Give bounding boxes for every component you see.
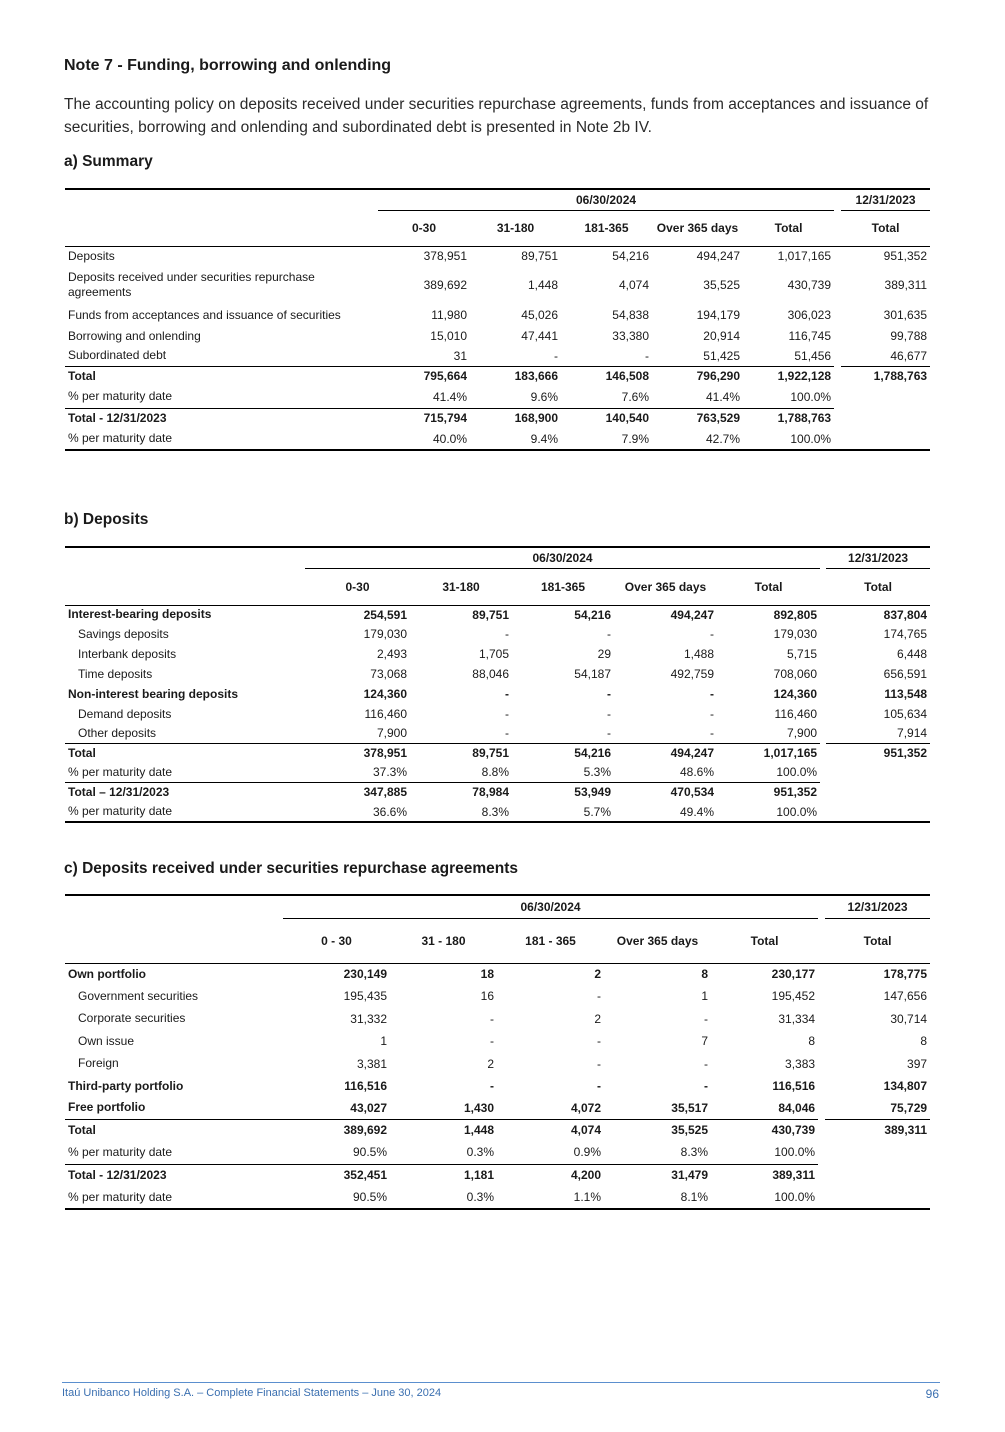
deposits-row (65, 724, 930, 743)
deposits-title: b) Deposits (64, 511, 149, 528)
footer-text: Itaú Unibanco Holding S.A. – Complete Financial Statements – June 30, 2024 (62, 1387, 442, 1399)
repo-row (65, 1052, 930, 1075)
cell-value: 8.3% (410, 802, 512, 822)
cell-value: 389,311 (711, 1164, 818, 1186)
cell-value: 430,739 (711, 1119, 818, 1141)
summary-row (65, 326, 930, 346)
cell-value: 51,456 (794, 348, 832, 363)
deposits-period-current: 06/30/2024 (305, 547, 820, 568)
row-label: % per maturity date (68, 764, 173, 779)
row-label: Interest-bearing deposits (68, 607, 212, 622)
cell-value: - (597, 1056, 601, 1071)
repo-col-header: 0 - 30 (283, 918, 390, 963)
cell-value: 116,516 (344, 1079, 387, 1093)
cell-value-prior (825, 1186, 930, 1209)
row-label: Total (65, 743, 305, 763)
cell-value-prior: 178,775 (883, 967, 928, 982)
repo-col-header: Total (825, 918, 930, 963)
cell-value: 3,381 (356, 1056, 387, 1071)
cell-value: 43,027 (350, 1100, 387, 1115)
cell-value: 5.7% (512, 802, 614, 822)
summary-row (65, 346, 930, 366)
cell-value-prior: 656,591 (883, 667, 928, 681)
cell-value: 89,751 (521, 249, 558, 264)
deposits-row (65, 802, 930, 822)
cell-value: 1,488 (683, 647, 714, 661)
cell-value: 8 (701, 967, 708, 982)
cell-value: 2 (594, 1011, 601, 1026)
repo-col-header: 31 - 180 (390, 918, 497, 963)
cell-value: 4,074 (497, 1119, 604, 1141)
cell-value: 2 (594, 967, 601, 982)
cell-value: 763,529 (652, 408, 743, 428)
cell-value: 140,540 (561, 408, 652, 428)
deposits-col-header: Total (717, 568, 820, 605)
cell-value: - (607, 687, 611, 701)
deposits-row (65, 704, 930, 724)
cell-value: 5.3% (583, 765, 611, 780)
cell-value: - (704, 1056, 708, 1071)
cell-value-prior: 113,548 (884, 687, 928, 701)
summary-row (65, 366, 930, 386)
cell-value: - (490, 1034, 494, 1048)
cell-value: 84,046 (778, 1100, 816, 1115)
cell-value: 100.0% (776, 765, 818, 780)
row-label: Free portfolio (68, 1100, 146, 1115)
deposits-row (65, 782, 930, 802)
repo-title: c) Deposits received under securities repurchase agreements (64, 860, 519, 877)
cell-value: - (645, 348, 649, 363)
cell-value: - (607, 627, 611, 641)
cell-value: 378,951 (423, 249, 467, 264)
cell-value-prior: 134,807 (883, 1079, 928, 1093)
cell-value-prior: 30,714 (890, 1011, 928, 1026)
cell-value: 48.6% (679, 765, 714, 780)
cell-value: 1,430 (463, 1100, 494, 1115)
cell-value-prior (841, 428, 930, 450)
row-label: % per maturity date (68, 389, 173, 404)
cell-value: 100.0% (717, 802, 820, 822)
deposits-col-header: Over 365 days (614, 568, 717, 605)
cell-value: 41.4% (432, 389, 467, 404)
row-label: Other deposits (78, 725, 157, 740)
cell-value: 1,017,165 (717, 743, 820, 763)
row-label: Deposits (68, 248, 115, 263)
cell-value: 195,452 (771, 989, 816, 1003)
cell-value: - (490, 1079, 494, 1093)
cell-value: - (710, 627, 714, 641)
row-label: % per maturity date (68, 1144, 173, 1159)
repo-row (65, 1119, 930, 1141)
cell-value: 8.8% (481, 765, 509, 780)
cell-value: 7.6% (621, 389, 649, 404)
repo-col-header: Total (711, 918, 818, 963)
cell-value: 41.4% (705, 389, 740, 404)
cell-value: - (704, 1079, 708, 1093)
cell-value: 2,493 (376, 647, 407, 661)
cell-value: 9.4% (470, 428, 561, 450)
summary-col-header: Total (743, 210, 834, 246)
cell-value: 54,187 (574, 667, 611, 681)
cell-value: 31,479 (604, 1164, 711, 1186)
cell-value: 8.1% (604, 1186, 711, 1209)
cell-value-prior: 174,765 (883, 627, 928, 641)
cell-value: 430,739 (787, 278, 832, 292)
cell-value-prior: 46,677 (890, 348, 928, 363)
cell-value: 31,332 (350, 1011, 387, 1026)
repo-row (65, 1030, 930, 1052)
cell-value: 951,352 (717, 782, 820, 802)
summary-period-current: 06/30/2024 (378, 189, 834, 210)
cell-value: 89,751 (472, 607, 509, 622)
cell-value: 116,516 (772, 1079, 816, 1093)
cell-value: - (597, 1079, 601, 1093)
deposits-row (65, 664, 930, 684)
cell-value: 90.5% (352, 1145, 387, 1160)
cell-value: 49.4% (614, 802, 717, 822)
cell-value: 40.0% (378, 428, 470, 450)
cell-value: 1 (701, 989, 708, 1003)
row-label: % per maturity date (65, 802, 305, 822)
row-label: Borrowing and onlending (68, 328, 201, 343)
cell-value: 73,068 (370, 667, 407, 681)
row-label: % per maturity date (65, 1186, 283, 1209)
summary-col-header: 181-365 (561, 210, 652, 246)
cell-value: 31 (453, 348, 467, 363)
cell-value: - (505, 627, 509, 641)
summary-table (65, 188, 930, 451)
row-label: % per maturity date (65, 428, 378, 450)
cell-value: 183,666 (470, 366, 561, 386)
repo-period-prior: 12/31/2023 (825, 895, 930, 918)
cell-value: 100.0% (711, 1186, 818, 1209)
cell-value-prior: 147,656 (883, 989, 928, 1003)
cell-value: 389,692 (283, 1119, 390, 1141)
cell-value: - (710, 687, 714, 701)
row-label: Foreign (78, 1056, 119, 1070)
repo-col-header: 181 - 365 (497, 918, 604, 963)
cell-value: 168,900 (470, 408, 561, 428)
summary-col-header: Total (841, 210, 930, 246)
cell-value-prior (841, 386, 930, 408)
cell-value: 194,179 (696, 308, 740, 322)
cell-value: 3,383 (785, 1056, 816, 1071)
cell-value: 378,951 (305, 743, 410, 763)
repo-row (65, 963, 930, 985)
repo-row (65, 1097, 930, 1119)
cell-value: 47,441 (521, 329, 558, 343)
cell-value-prior (826, 782, 930, 802)
row-label: Third-party portfolio (68, 1078, 184, 1093)
cell-value: 9.6% (530, 389, 558, 404)
cell-value: - (704, 1011, 708, 1026)
cell-value-prior: 75,729 (890, 1100, 928, 1115)
cell-value: - (597, 989, 601, 1003)
cell-value: 36.6% (305, 802, 410, 822)
row-label: Total - 12/31/2023 (65, 408, 378, 428)
deposits-row (65, 605, 930, 624)
cell-value-prior: 837,804 (883, 607, 928, 622)
cell-value: 15,010 (430, 329, 467, 343)
cell-value: - (607, 726, 611, 741)
cell-value: 1,922,128 (743, 366, 834, 386)
row-label: Government securities (78, 988, 199, 1003)
cell-value: 116,745 (788, 329, 832, 343)
cell-value: 5,715 (787, 647, 818, 661)
row-label: Funds from acceptances and issuance of securities (68, 307, 341, 322)
summary-period-prior: 12/31/2023 (841, 189, 930, 210)
deposits-row (65, 624, 930, 644)
cell-value-prior: 389,311 (825, 1119, 930, 1141)
deposits-row (65, 743, 930, 763)
cell-value: 11,980 (431, 308, 467, 322)
repo-row (65, 1164, 930, 1186)
cell-value: 54,838 (612, 308, 649, 322)
cell-value: - (554, 348, 558, 363)
cell-value-prior: 951,352 (883, 249, 928, 264)
cell-value: 124,360 (773, 687, 818, 701)
cell-value: 230,149 (343, 967, 387, 982)
deposits-col-header: 31-180 (410, 568, 512, 605)
deposits-row (65, 684, 930, 704)
cell-value: 35,525 (703, 278, 740, 292)
cell-value: - (505, 687, 509, 701)
cell-value: - (597, 1034, 601, 1048)
cell-value: 389,692 (423, 278, 467, 292)
cell-value: 116,460 (364, 707, 407, 721)
summary-row (65, 246, 930, 266)
repo-col-header: Over 365 days (604, 918, 711, 963)
cell-value: - (490, 1011, 494, 1026)
cell-value: 88,046 (472, 667, 509, 681)
cell-value: 124,360 (363, 687, 407, 701)
cell-value: - (710, 707, 714, 721)
cell-value: 1.1% (497, 1186, 604, 1209)
cell-value: 795,664 (378, 366, 470, 386)
deposits-row (65, 644, 930, 664)
cell-value: 1,448 (527, 278, 558, 292)
cell-value: 254,591 (363, 607, 407, 622)
summary-row (65, 386, 930, 408)
row-label: Savings deposits (78, 626, 169, 641)
repo-row (65, 1186, 930, 1209)
cell-value: 0.9% (573, 1145, 601, 1160)
cell-value: 494,247 (670, 607, 714, 622)
cell-value: 8.3% (680, 1145, 708, 1160)
row-label: Time deposits (78, 666, 153, 681)
cell-value: 100.0% (743, 428, 834, 450)
intro-paragraph: The accounting policy on deposits received under securities repurchase agreements, funds from acceptances and issuance of securities, borrowing and onlending and subordinated debt is presented in Note 2b IV. (64, 96, 929, 136)
cell-value: 146,508 (561, 366, 652, 386)
cell-value: 2 (487, 1056, 494, 1071)
row-label: Own issue (78, 1033, 135, 1048)
cell-value: 89,751 (410, 743, 512, 763)
cell-value: 37.3% (372, 765, 407, 780)
row-label: Total (65, 366, 378, 386)
summary-col-header: 31-180 (470, 210, 561, 246)
cell-value: 31,334 (778, 1011, 816, 1026)
cell-value: 0.3% (466, 1145, 494, 1160)
cell-value: 7,900 (787, 726, 818, 741)
deposits-col-header: 181-365 (512, 568, 614, 605)
cell-value: 100.0% (774, 1145, 816, 1160)
cell-value-prior (826, 763, 930, 782)
cell-value: 116,460 (774, 707, 818, 721)
summary-col-header: Over 365 days (652, 210, 743, 246)
cell-value-prior: 105,634 (883, 707, 928, 721)
cell-value: - (505, 707, 509, 721)
cell-value-prior: 6,448 (897, 647, 928, 661)
cell-value: 1 (380, 1034, 387, 1048)
cell-value: 42.7% (652, 428, 743, 450)
cell-value: 54,216 (512, 743, 614, 763)
cell-value: 352,451 (283, 1164, 390, 1186)
cell-value: 35,525 (604, 1119, 711, 1141)
summary-row (65, 428, 930, 450)
cell-value: 4,200 (497, 1164, 604, 1186)
cell-value: 708,060 (773, 667, 818, 681)
cell-value: 796,290 (652, 366, 743, 386)
cell-value: 347,885 (305, 782, 410, 802)
cell-value-prior (825, 1141, 930, 1164)
cell-value: 20,914 (703, 329, 740, 343)
cell-value-prior: 951,352 (826, 743, 930, 763)
cell-value: 892,805 (773, 607, 818, 622)
cell-value-prior: 301,635 (883, 308, 928, 322)
summary-title: a) Summary (64, 153, 153, 170)
cell-value: 18 (480, 967, 494, 982)
cell-value: 179,030 (363, 627, 407, 641)
cell-value: 230,177 (771, 967, 816, 982)
summary-row (65, 266, 930, 304)
cell-value: 7,900 (376, 726, 407, 741)
note-title: Note 7 - Funding, borrowing and onlending (64, 57, 392, 74)
repo-row (65, 1141, 930, 1164)
cell-value: 4,074 (618, 278, 649, 292)
summary-col-header: 0-30 (378, 210, 470, 246)
cell-value: 195,435 (343, 989, 387, 1003)
cell-value: 54,216 (612, 249, 649, 264)
cell-value: 494,247 (696, 249, 740, 264)
row-label: Total – 12/31/2023 (65, 782, 305, 802)
summary-row (65, 408, 930, 428)
row-label: Total - 12/31/2023 (65, 1164, 283, 1186)
repo-row (65, 1075, 930, 1097)
row-label: Deposits received under securities repurchase agreements (68, 270, 315, 299)
row-label: Subordinated debt (68, 348, 167, 363)
cell-value: 1,181 (390, 1164, 497, 1186)
cell-value-prior: 397 (907, 1056, 928, 1071)
cell-value-prior: 7,914 (897, 726, 928, 741)
cell-value: 715,794 (378, 408, 470, 428)
deposits-table (65, 546, 930, 823)
cell-value: 470,534 (614, 782, 717, 802)
row-label: Corporate securities (78, 1011, 186, 1025)
cell-value-prior: 8 (920, 1034, 928, 1048)
cell-value: 0.3% (390, 1186, 497, 1209)
repo-row (65, 1007, 930, 1030)
summary-row (65, 304, 930, 326)
deposits-period-prior: 12/31/2023 (826, 547, 930, 568)
page-number: 96 (925, 1387, 939, 1401)
cell-value-prior (826, 802, 930, 822)
cell-value: 1,017,165 (777, 249, 832, 264)
cell-value: 179,030 (773, 627, 818, 641)
cell-value-prior (825, 1164, 930, 1186)
row-label: Non-interest bearing deposits (68, 686, 239, 701)
deposits-col-header: 0-30 (305, 568, 410, 605)
deposits-col-header: Total (826, 568, 930, 605)
cell-value-prior (841, 408, 930, 428)
cell-value: - (710, 726, 714, 741)
row-label: Interbank deposits (78, 646, 177, 661)
row-label: Own portfolio (68, 966, 146, 981)
cell-value: 54,216 (574, 607, 611, 622)
cell-value: 78,984 (410, 782, 512, 802)
cell-value-prior: 389,311 (884, 278, 928, 292)
repo-table (65, 894, 930, 1210)
cell-value: 100.0% (790, 389, 832, 404)
cell-value-prior: 99,788 (890, 329, 928, 343)
cell-value: - (607, 707, 611, 721)
cell-value: 1,448 (390, 1119, 497, 1141)
cell-value: 33,380 (612, 329, 649, 343)
repo-period-current: 06/30/2024 (283, 895, 818, 918)
cell-value: 7 (701, 1034, 708, 1048)
cell-value: 306,023 (787, 308, 832, 322)
footer-divider (62, 1382, 940, 1383)
cell-value: 7.9% (561, 428, 652, 450)
cell-value: 53,949 (512, 782, 614, 802)
cell-value: 4,072 (570, 1100, 601, 1115)
cell-value: 51,425 (703, 348, 740, 363)
cell-value: - (505, 726, 509, 741)
cell-value: 1,788,763 (743, 408, 834, 428)
cell-value: 45,026 (521, 308, 558, 322)
cell-value: 16 (480, 989, 494, 1003)
cell-value: 90.5% (283, 1186, 390, 1209)
cell-value: 492,759 (670, 667, 714, 681)
cell-value: 1,705 (478, 647, 509, 661)
cell-value: 35,517 (671, 1100, 708, 1115)
cell-value-prior: 1,788,763 (841, 366, 930, 386)
row-label: Total (65, 1119, 283, 1141)
cell-value: 29 (597, 647, 611, 661)
cell-value: 494,247 (614, 743, 717, 763)
row-label: Demand deposits (78, 706, 172, 721)
cell-value: 8 (808, 1034, 816, 1048)
repo-row (65, 985, 930, 1007)
deposits-row (65, 763, 930, 782)
